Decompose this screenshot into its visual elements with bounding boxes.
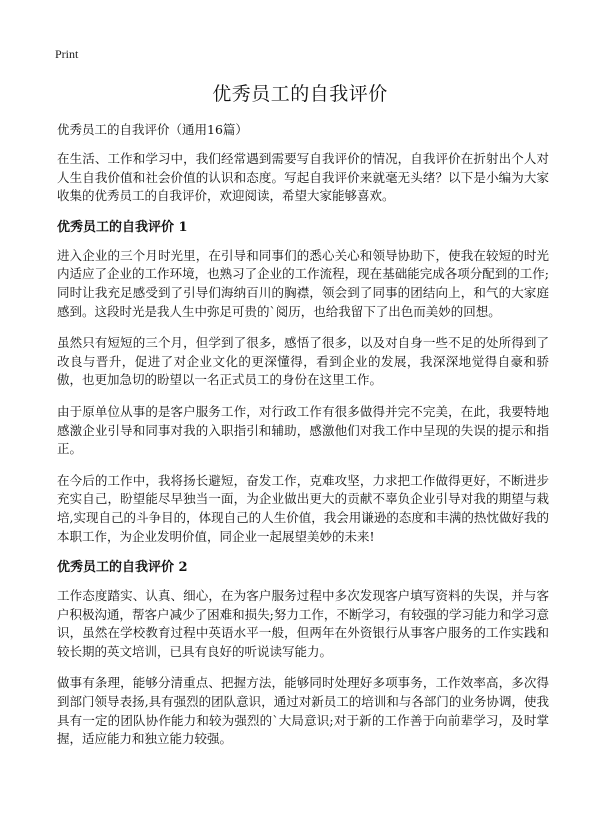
article-subtitle: 优秀员工的自我评价（通用16篇） [57,122,248,137]
intro-paragraph: 在生活、工作和学习中，我们经常遇到需要写自我评价的情况，自我评价在折射出个人对人生自我价值和社会价值的认识和态度。写起自我评价来就毫无头绪？以下是小编为大家收集的优秀员工的自我评价，欢迎阅读，希望大家能够喜欢。 [57,151,549,204]
paragraph: 进入企业的三个月时光里，在引导和同事们的悉心关心和领导协助下，使我在较短的时光内适应了企业的工作环境，也熟习了企业的工作流程，现在基础能完成各项分配到的工作;同时让我充足感受到了引导们海纳百川的胸襟，领会到了同事的团结向上，和气的大家庭感到。这段时光是我人生中弥足可贵的`阅历，也给我留下了出色而美妙的回想。 [57,247,549,319]
paragraph: 做事有条理，能够分清重点、把握方法，能够同时处理好多项事务，工作效率高，多次得到部门领导表扬,具有强烈的团队意识，通过对新员工的培训和与各部门的业务协调，使我具有一定的团队协作能力和较为强烈的`大局意识;对于新的工作善于向前辈学习，及时掌握，适应能力和独立能力较强。 [57,675,549,747]
print-link[interactable]: Print [55,47,79,61]
paragraph: 虽然只有短短的三个月，但学到了很多，感悟了很多，以及对自身一些不足的处所得到了改良与晋升，促进了对企业文化的更深懂得，看到企业的发展，我深深地觉得自豪和骄傲，也更加急切的盼望以一名正式员工的身份在这里工作。 [57,335,549,388]
section-heading-1: 优秀员工的自我评价 1 [57,219,188,235]
paragraph: 在今后的工作中，我将扬长避短，奋发工作，克难攻坚，力求把工作做得更好，不断进步充实自己，盼望能尽早独当一面，为企业做出更大的贡献不辜负企业引导对我的期望与栽培,实现自己的斗争目的，体现自己的人生价值，我会用谦逊的态度和丰满的热忱做好我的本职工作，为企业发明价值，同企业一起展望美妙的未来! [57,472,549,544]
page-title: 优秀员工的自我评价 [212,83,388,105]
paragraph: 由于原单位从事的是客户服务工作，对行政工作有很多做得并完不完美，在此，我要特地感激企业引导和同事对我的入职指引和辅助，感激他们对我工作中呈现的失误的提示和指正。 [57,403,549,457]
section-heading-2: 优秀员工的自我评价 2 [57,560,188,576]
paragraph: 工作态度踏实、认真、细心，在为客户服务过程中多次发现客户填写资料的失误，并与客户积极沟通，帮客户减少了困难和损失;努力工作，不断学习，有较强的学习能力和学习意识，虽然在学校教育过程中英语水平一般，但两年在外资银行从事客户服务的工作实践和较长期的英文培训，已具有良好的听说读写能力。 [57,588,549,659]
article-body [57,121,549,762]
